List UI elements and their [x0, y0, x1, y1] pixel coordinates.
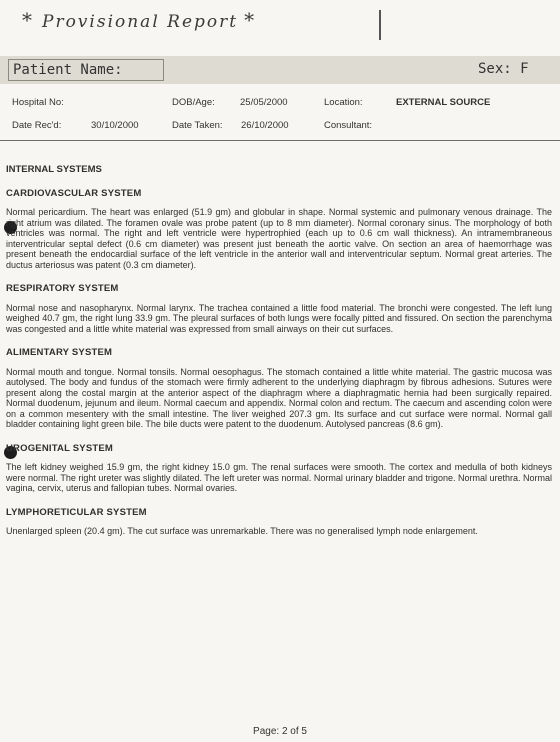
patient-name-label: Patient Name:: [8, 59, 164, 81]
date-taken-label: Date Taken:: [172, 120, 223, 131]
consultant-label: Consultant:: [324, 120, 373, 131]
star-mark-right: *: [244, 8, 257, 32]
date-received-label: Date Rec'd:: [12, 120, 62, 131]
location-value: EXTERNAL SOURCE: [396, 97, 491, 108]
page-number: Page: 2 of 5: [253, 726, 307, 737]
handwritten-annotation: [22, 8, 352, 42]
hospital-no-label: Hospital No:: [12, 97, 64, 108]
urogenital-text: The left kidney weighed 15.9 gm, the right kidney 15.0 gm. The renal surfaces were smooth. The cortex and medulla of both kidneys were normal. The right ureter was slightly dilated. The left ureter was normal. Normal urinary bladder and trigone. Normal urethra. Normal vagina, cervix, uterus and fallopian tubes. Normal ovaries.: [6, 462, 552, 493]
dob-label: DOB/Age:: [172, 97, 215, 108]
cardiovascular-heading: CARDIOVASCULAR SYSTEM: [6, 187, 142, 199]
sex-label: Sex: F: [478, 61, 529, 77]
report-body: [6, 165, 552, 551]
patient-header-bar: [0, 56, 560, 84]
provisional-report-note: Provisional Report: [42, 12, 239, 32]
urogenital-heading: UROGENITAL SYSTEM: [6, 442, 114, 454]
respiratory-text: Normal nose and nasopharynx. Normal larynx. The trachea contained a little food material. The bronchi were congested. The left lung weighed 40.7 gm, the right lung 33.9 gm. The pleural surfaces of both lungs were focally pitted and fissured. On section the parenchyma was congested and a little white material was expressed from small airways on their cut surfaces.: [6, 302, 552, 334]
date-taken-value: 26/10/2000: [241, 120, 289, 131]
lymphoreticular-heading: LYMPHORETICULAR SYSTEM: [6, 506, 147, 518]
main-heading: INTERNAL SYSTEMS: [6, 164, 102, 175]
dob-value: 25/05/2000: [240, 97, 288, 108]
star-mark: *: [22, 8, 34, 32]
header-divider: [0, 140, 560, 141]
location-label: Location:: [324, 97, 363, 108]
alimentary-heading: ALIMENTARY SYSTEM: [6, 347, 113, 358]
pen-stroke-mark: [379, 10, 381, 40]
cardiovascular-text: Normal pericardium. The heart was enlarged (51.9 gm) and globular in shape. Normal systemic and pulmonary venous drainage. The right atrium was dilated. The foramen ovale was probe patent (up to 8 mm diameter). Normal coronary sinus. The morphology of both ventricles was normal. The right and left ventricle were hypertrophied (each up to 0.6 cm wall thickness). An intramembraneous interventricular septal defect (0.6 cm diameter) was present just beneath the aortic valve. On section an area of haemorrhage was present beneath the endocardial surface of the left ventricle in the anterior wall and interventricular septum. Normal great arteries. The ductus arteriosus was patent (0.3 cm diameter).: [6, 207, 552, 270]
lymphoreticular-text: Unenlarged spleen (20.4 gm). The cut surface was unremarkable. There was no generalised lymph node enlargement.: [6, 526, 478, 536]
alimentary-text: Normal mouth and tongue. Normal tonsils. Normal oesophagus. The stomach contained a little white material. The gastric mucosa was autolysed. The body and fundus of the stomach were firmly adherent to the underlying diaphragm by fibrous adhesions. Sutures were present along the costal margin at the anterior aspect of the diaphragm where a diaphragmatic hernia had been surgically repaired. Normal duodenum, jejunum and ileum. Normal caecum and appendix. Normal colon and rectum. The caecum and ascending colon were on a common mesentery with the small intestine. The liver weighed 207.3 gm. Its surface and cut surface were normal. Normal gall bladder containing light green bile. The bile ducts were patent to the duodenum. Autolysed pancreas (8.6 gm).: [6, 366, 552, 429]
date-received-value: 30/10/2000: [91, 120, 139, 131]
respiratory-heading: RESPIRATORY SYSTEM: [6, 283, 119, 294]
